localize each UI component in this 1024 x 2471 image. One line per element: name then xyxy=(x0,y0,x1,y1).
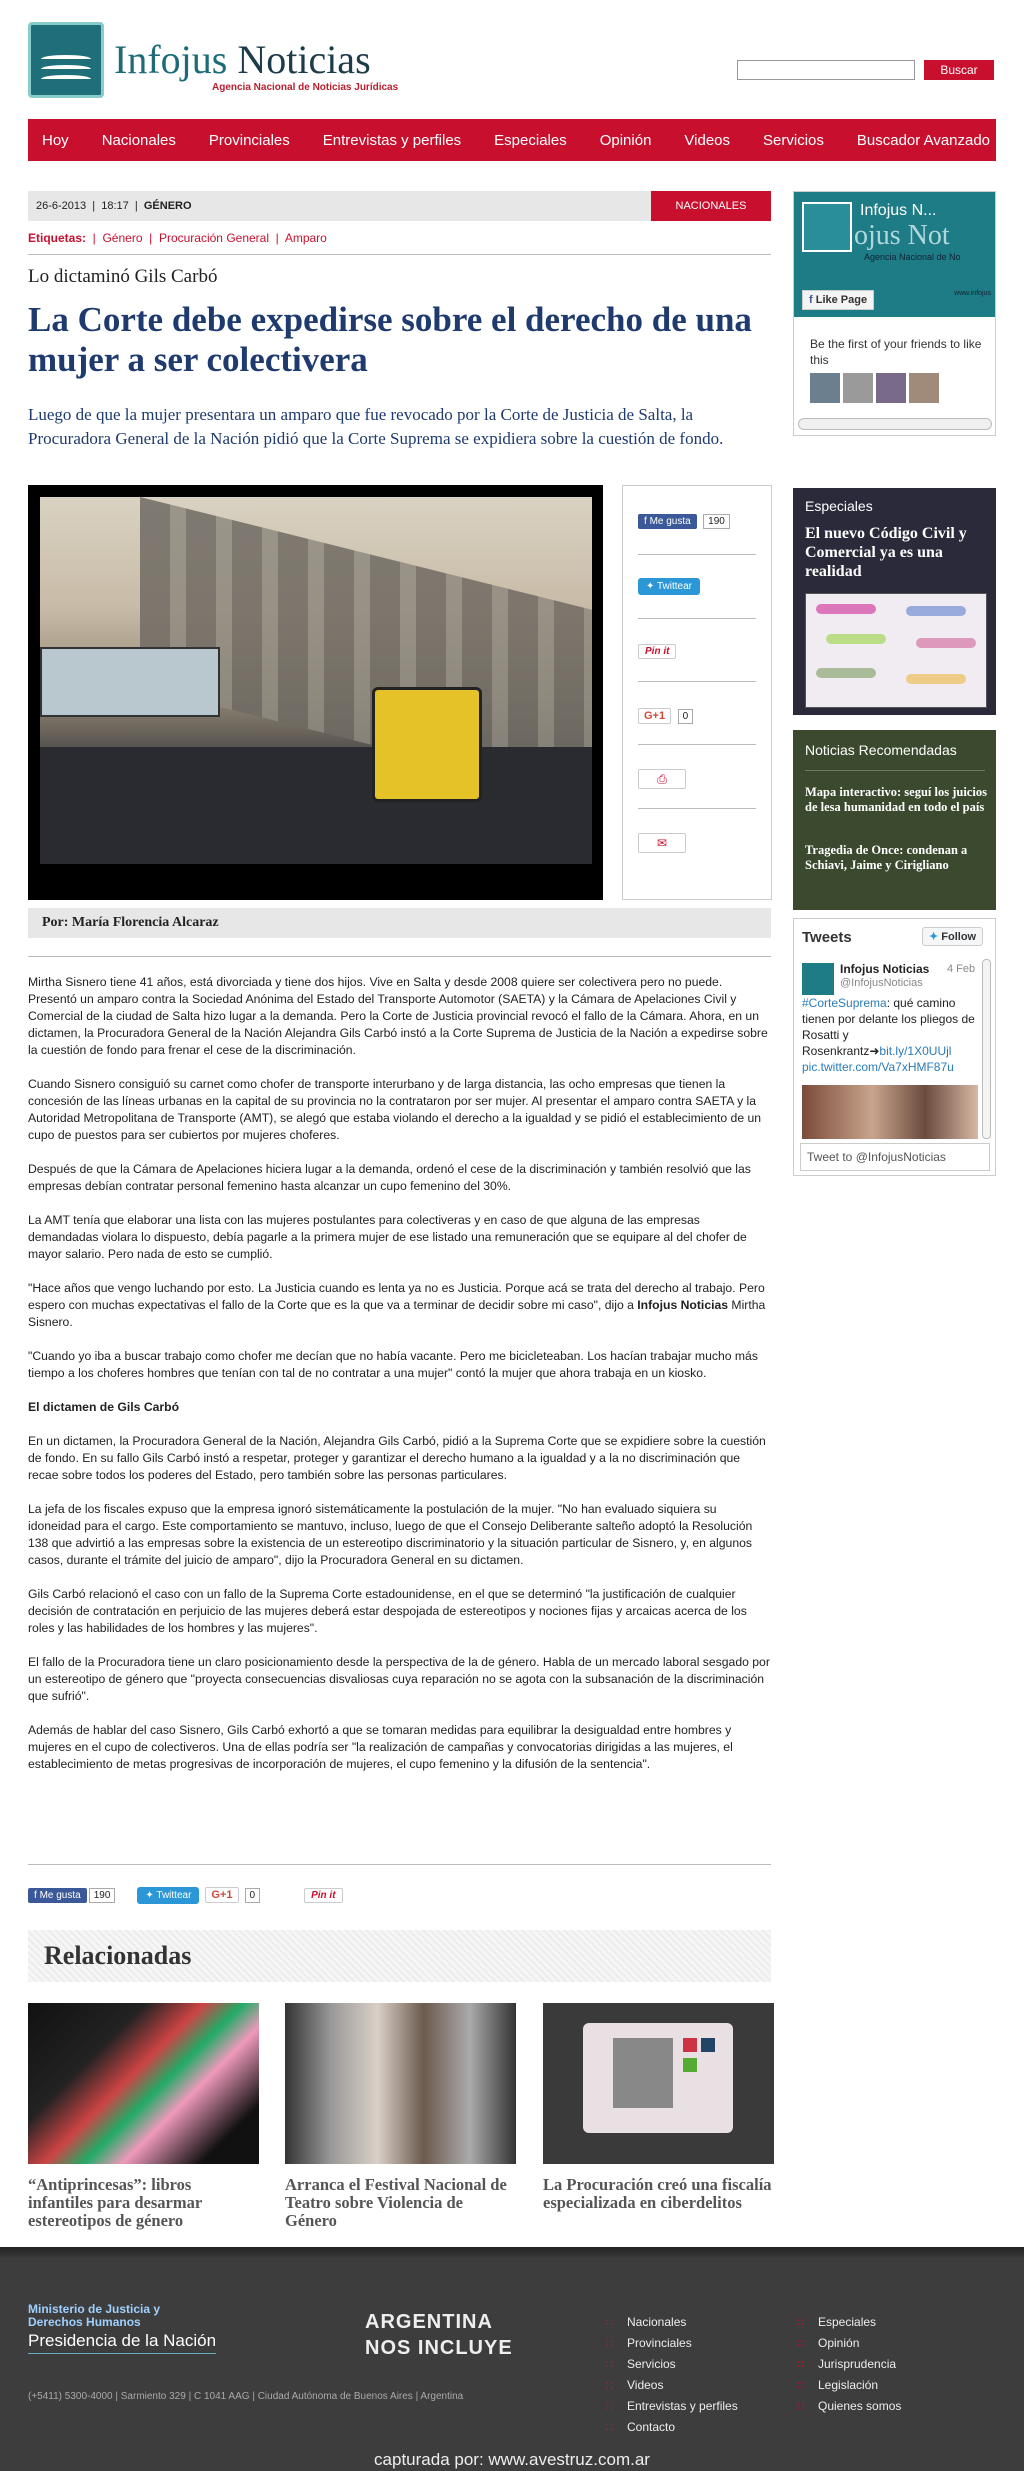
footer-link[interactable]: ∷ Servicios xyxy=(606,2354,738,2375)
search-input[interactable] xyxy=(737,60,915,80)
paragraph: La jefa de los fiscales expuso que la empresa ignoró sistemáticamente la postulación de la mujer. "No han evaluado siquiera su idoneidad para el cargo. Este comportamiento se mantuvo, incluso, luego de que el Consejo Deliberante salteño adoptó la Resolución 138 que advirtió a las empresas sobre la existencia de un estereotipo discriminatorio y la situación particular de Sisnero, y, en algunos casos, durante el trámite del juicio de amparo", dijo la Procuradora General en su dictamen. xyxy=(28,1502,753,1567)
article-meta-bar: 26-6-2013 | 18:17 | GÉNERO xyxy=(28,191,771,221)
tweet-author-handle[interactable]: @InfojusNoticias xyxy=(840,977,923,989)
facebook-like-page-button[interactable]: f Like Page xyxy=(802,290,874,310)
google-plus-button[interactable]: G+1 xyxy=(205,1887,238,1903)
printer-icon[interactable]: ⎙ xyxy=(638,769,686,789)
tweet-link[interactable]: bit.ly/1X0UUjl xyxy=(879,1044,952,1058)
especiales-box[interactable] xyxy=(793,488,996,715)
nav-item-hoy[interactable]: Hoy xyxy=(42,131,69,149)
article-category[interactable]: GÉNERO xyxy=(143,200,192,212)
facebook-cover[interactable] xyxy=(794,192,995,317)
google-plus-button[interactable]: G+1 xyxy=(638,708,671,724)
tags-label: Etiquetas: xyxy=(28,231,87,245)
especiales-image[interactable] xyxy=(805,593,987,708)
share-panel xyxy=(622,485,772,900)
tweet-pic-link[interactable]: pic.twitter.com/Va7xHMF87u xyxy=(802,1060,954,1074)
related-title[interactable]: Arranca el Festival Nacional de Teatro sobre Violencia de Género xyxy=(285,2175,507,2230)
related-image-laptop[interactable] xyxy=(543,2003,774,2164)
tweet-author-name[interactable]: Infojus Noticias xyxy=(840,962,930,976)
facebook-friends-text: Be the first of your friends to like this xyxy=(810,337,982,367)
paragraph: Cuando Sisnero consiguió su carnet como chofer de transporte interurbano y de larga distancia, las ocho empresas que tienen la concesión de las líneas urbanas en la capital de su provincia no la contrataron por ser mujer. Al presentar el amparo contra SAETA y la Autoridad Metropolitana de Transporte (AMT), se alegó que estaba violando el derecho a la igualdad y se pidió el establecimiento de un cupo de puestos para ser cubiertos por mujeres choferes. xyxy=(28,1077,762,1142)
avatar[interactable] xyxy=(843,373,873,403)
footer-link[interactable]: ∷ Entrevistas y perfiles xyxy=(606,2396,738,2417)
paragraph: Gils Carbó relacionó el caso con un fallo de la Suprema Corte estadounidense, en el que se determinó "la justificación de cualquier decisión de contratación en perjuicio de las mujeres deberá estar despojada de estereotipos y nociones fijas y arcaicas acerca de los roles y las habilidades de los hombres y las mujeres". xyxy=(28,1587,747,1635)
footer-link[interactable]: ∷ Nacionales xyxy=(606,2312,738,2333)
article-body xyxy=(28,974,771,1790)
footer-address: (+5411) 5300-4000 | Sarmiento 329 | C 1041 AAG | Ciudad Autónoma de Buenos Aires | Argentina xyxy=(28,2391,464,2402)
quote-source: Infojus Noticias xyxy=(637,1298,729,1312)
tweet-image[interactable] xyxy=(802,1085,978,1139)
recommended-news-box xyxy=(793,730,996,910)
cover-url: www.infojus xyxy=(954,290,991,297)
footer-link[interactable]: ∷ Provinciales xyxy=(606,2333,738,2354)
nav-item-entrevistas[interactable]: Entrevistas y perfiles xyxy=(322,131,462,149)
tags-row: Etiquetas: | Género | Procuración General | Amparo xyxy=(28,231,327,245)
tweets-title: Tweets xyxy=(802,929,852,946)
article-lead: Luego de que la mujer presentara un amparo que fue revocado por la Corte de Justicia de Salta, la Procuradora General de la Nación pidió que la Corte Suprema se expidiera sobre la cuestión de fondo. xyxy=(28,405,724,448)
recommended-label: Noticias Recomendadas xyxy=(805,742,957,758)
footer-link[interactable]: ∷ Opinión xyxy=(797,2333,901,2354)
avatar[interactable] xyxy=(909,373,939,403)
facebook-icon: f xyxy=(644,516,647,527)
like-count: 190 xyxy=(703,514,730,529)
twitter-bird-icon: ✦ xyxy=(145,1889,154,1901)
nav-item-especiales[interactable]: Especiales xyxy=(494,131,567,149)
footer-link[interactable]: ∷ Videos xyxy=(606,2375,738,2396)
vertical-scrollbar[interactable] xyxy=(982,959,991,1139)
paragraph: Después de que la Cámara de Apelaciones hiciera lugar a la demanda, ordenó el cese de la discriminación y también resolvió que las empresas debían contratar personal femenino hasta alcanzar un cupo femenino del 30%. xyxy=(28,1162,751,1193)
footer-link[interactable]: ∷ Jurisprudencia xyxy=(797,2354,901,2375)
argentina-nos-incluye-logo[interactable]: ARGENTINA NOS INCLUYE xyxy=(365,2311,513,2359)
twitter-tweet-button[interactable]: ✦ Twittear xyxy=(137,1887,199,1904)
recommended-item[interactable]: Tragedia de Once: condenan a Schiavi, Jaime y Cirigliano xyxy=(805,843,968,872)
paragraph: En un dictamen, la Procuradora General de la Nación, Alejandra Gils Carbó, pidió a la Suprema Corte que se expidiere sobre la cuestión de fondo. En su fallo Gils Carbó instó a respetar, proteger y garantizar el derecho humano a la igualdad y a la no discriminación que recae sobre todos los poderes del Estado, pero también sobre las personas particulares. xyxy=(28,1434,766,1482)
section-badge[interactable]: NACIONALES xyxy=(651,191,771,221)
article-date: 26-6-2013 xyxy=(36,200,87,212)
article-kicker: Lo dictaminó Gils Carbó xyxy=(28,266,218,287)
horizontal-scrollbar[interactable] xyxy=(798,418,992,430)
facebook-icon: f xyxy=(809,294,813,306)
twitter-follow-button[interactable]: ✦ Follow xyxy=(922,927,983,946)
cover-subtitle: Agencia Nacional de No xyxy=(864,252,961,262)
related-image-books[interactable] xyxy=(28,2003,259,2164)
bottom-share-bar xyxy=(28,1885,343,1905)
nav-item-videos[interactable]: Videos xyxy=(684,131,731,149)
logo-icon[interactable] xyxy=(28,22,104,98)
tag-amparo[interactable]: Amparo xyxy=(284,231,327,245)
ministerio-logo[interactable]: Ministerio de Justicia y Derechos Humanos xyxy=(28,2302,161,2329)
divider xyxy=(28,254,771,255)
envelope-icon[interactable]: ✉ xyxy=(638,833,686,853)
related-card[interactable] xyxy=(285,2003,516,2230)
related-title[interactable]: La Procuración creó una fiscalía especializada en ciberdelitos xyxy=(543,2175,772,2212)
especiales-label: Especiales xyxy=(805,498,873,514)
recommended-item[interactable]: Mapa interactivo: seguí los juicios de lesa humanidad en todo el país xyxy=(805,785,987,814)
article-author: Por: María Florencia Alcaraz xyxy=(28,908,771,938)
footer-link[interactable]: ∷ Contacto xyxy=(606,2417,738,2438)
site-subtitle: Agencia Nacional de Noticias Jurídicas xyxy=(212,82,399,93)
gplus-count: 0 xyxy=(678,709,694,724)
capture-credit: capturada por: www.avestruz.com.ar xyxy=(374,2450,650,2469)
related-card[interactable] xyxy=(543,2003,774,2212)
footer-link[interactable]: ∷ Legislación xyxy=(797,2375,901,2396)
paragraph: "Hace años que vengo luchando por esto. La Justicia cuando es lenta ya no es Justicia. Porque acá se trata del derecho al trabajo. Pero espero con muchas expectativas el fallo de la Corte que es la que va a terminar de decidir sobre mi caso", dijo a Infojus Noticias Mirtha Sisnero. xyxy=(28,1281,766,1329)
nav-item-nacionales[interactable]: Nacionales xyxy=(101,131,176,149)
footer-link[interactable]: ∷ Quienes somos xyxy=(797,2396,901,2417)
paragraph: Además de hablar del caso Sisnero, Gils Carbó exhortó a que se tomaran medidas para equilibrar la desigualdad entre hombres y mujeres en el cupo de colectiveros. Una de ellas podría ser "la realización de campañas y convocatorias dirigidas a las mujeres, el establecimiento de metas progresivas de incorporación de mujeres, el cupo femenino y la difusión de la sentencia". xyxy=(28,1723,733,1771)
avatar[interactable] xyxy=(802,963,834,995)
main-nav xyxy=(28,119,996,161)
gplus-count: 0 xyxy=(245,1888,261,1903)
facebook-page-widget xyxy=(793,191,996,436)
article-photo-bus-terminal xyxy=(40,497,592,864)
tag-genero[interactable]: Género xyxy=(102,231,143,245)
avatar[interactable] xyxy=(876,373,906,403)
pinterest-pin-button[interactable]: Pin it xyxy=(304,1888,342,1903)
related-card[interactable] xyxy=(28,2003,259,2230)
facebook-like-button[interactable]: f Me gusta xyxy=(28,1888,87,1903)
tweet-hashtag[interactable]: #CorteSuprema xyxy=(802,996,887,1010)
like-count: 190 xyxy=(89,1888,116,1903)
section-subheading: El dictamen de Gils Carbó xyxy=(28,1400,180,1414)
twitter-bird-icon: ✦ xyxy=(929,931,939,943)
twitter-tweet-button[interactable]: ✦ Twittear xyxy=(638,578,700,595)
paragraph: Mirtha Sisnero tiene 41 años, está divorciada y tiene dos hijos. Vive en Salta y desde 2008 quiere ser colectivera pero no puede. Presentó un amparo contra la Sociedad Anónima del Estado del Transporte Automotor (SAETA) y la Cámara de Apelaciones Civil y Comercial de la ciudad de Salta hizo lugar a la demanda. Pero la Corte de Justicia provincial revocó el fallo de la Cámara. Ahora, en un dictamen, la Procuradora General de la Nación Alejandra Gils Carbó instó a la Corte Suprema de Justicia de la Nación a expedirse sobre la cuestión de fondo para frenar el cese de la discriminación. xyxy=(28,975,768,1057)
nav-item-buscador-avanzado[interactable]: Buscador Avanzado xyxy=(856,131,991,149)
article-photo-frame xyxy=(28,485,603,900)
tweet-date[interactable]: 4 Feb xyxy=(947,963,976,975)
nav-item-provinciales[interactable]: Provinciales xyxy=(208,131,290,149)
related-image-theater[interactable] xyxy=(285,2003,516,2164)
paragraph: La AMT tenía que elaborar una lista con las mujeres postulantes para colectiveras y en caso de que alguna de las empresas demandadas violara lo dispuesto, debía pagarle a la primera mujer de ese listado una remuneración que se equipare al del chofer de mayor salario. Pero nada de esto se cumplió. xyxy=(28,1213,747,1261)
paragraph: "Cuando yo iba a buscar trabajo como chofer me decían que no había vacante. Pero me bicicleteaban. Los hacían trabajar mucho más tiempo a los choferes hombres que tenían con tal de no contratar a una mujer" contó la mujer que ahora trabaja en un kiosko. xyxy=(28,1349,758,1380)
facebook-icon: f xyxy=(34,1889,37,1901)
search-button[interactable]: Buscar xyxy=(924,60,994,80)
footer-link[interactable]: ∷ Especiales xyxy=(797,2312,901,2333)
cover-bg-text: ojus Not xyxy=(854,220,950,251)
tag-procuracion[interactable]: Procuración General xyxy=(158,231,270,245)
twitter-timeline-widget xyxy=(793,918,996,1176)
pinterest-pin-button[interactable]: Pin it xyxy=(638,644,676,659)
related-heading: Relacionadas xyxy=(28,1930,771,1982)
footer xyxy=(0,2247,1024,2471)
nav-item-servicios[interactable]: Servicios xyxy=(763,131,824,149)
infojus-page-icon xyxy=(802,202,852,252)
paragraph: El fallo de la Procuradora tiene un claro posicionamiento desde la perspectiva de la de género. Habla de un mercado laboral sesgado por un estereotipo de género que "proyecta consecuencias disvaliosas cuya reparación no se agota con la subsanación de la discriminación que sufrió". xyxy=(28,1655,770,1703)
divider xyxy=(28,956,771,957)
tweet-compose-input[interactable]: Tweet to @InfojusNoticias xyxy=(800,1143,990,1171)
related-title[interactable]: “Antiprincesas”: libros infantiles para desarmar estereotipos de género xyxy=(28,2175,202,2230)
footer-links-col2 xyxy=(797,2312,901,2417)
divider xyxy=(28,1864,771,1865)
article-time: 18:17 xyxy=(101,200,129,212)
site-logo-text[interactable]: Infojus Noticias xyxy=(114,37,371,82)
footer-links-col1 xyxy=(606,2312,738,2438)
avatar[interactable] xyxy=(810,373,840,403)
facebook-like-button[interactable]: f Me gusta xyxy=(638,514,697,529)
presidencia-logo[interactable]: Presidencia de la Nación xyxy=(28,2331,216,2354)
especiales-title[interactable]: El nuevo Código Civil y Comercial ya es una realidad xyxy=(805,525,967,580)
facebook-faces xyxy=(810,373,939,403)
tweet-text: #CorteSuprema: qué camino tienen por delante los pliegos de Rosatti y Rosenkrantz➜bit.ly/1X0UUjl pic.twitter.com/Va7xHMF87u xyxy=(802,996,975,1074)
article-headline: La Corte debe expedirse sobre el derecho de una mujer a ser colectivera xyxy=(28,300,752,379)
twitter-bird-icon: ✦ xyxy=(646,581,655,592)
facebook-page-name[interactable]: Infojus N... xyxy=(860,202,937,219)
nav-item-opinion[interactable]: Opinión xyxy=(599,131,652,149)
